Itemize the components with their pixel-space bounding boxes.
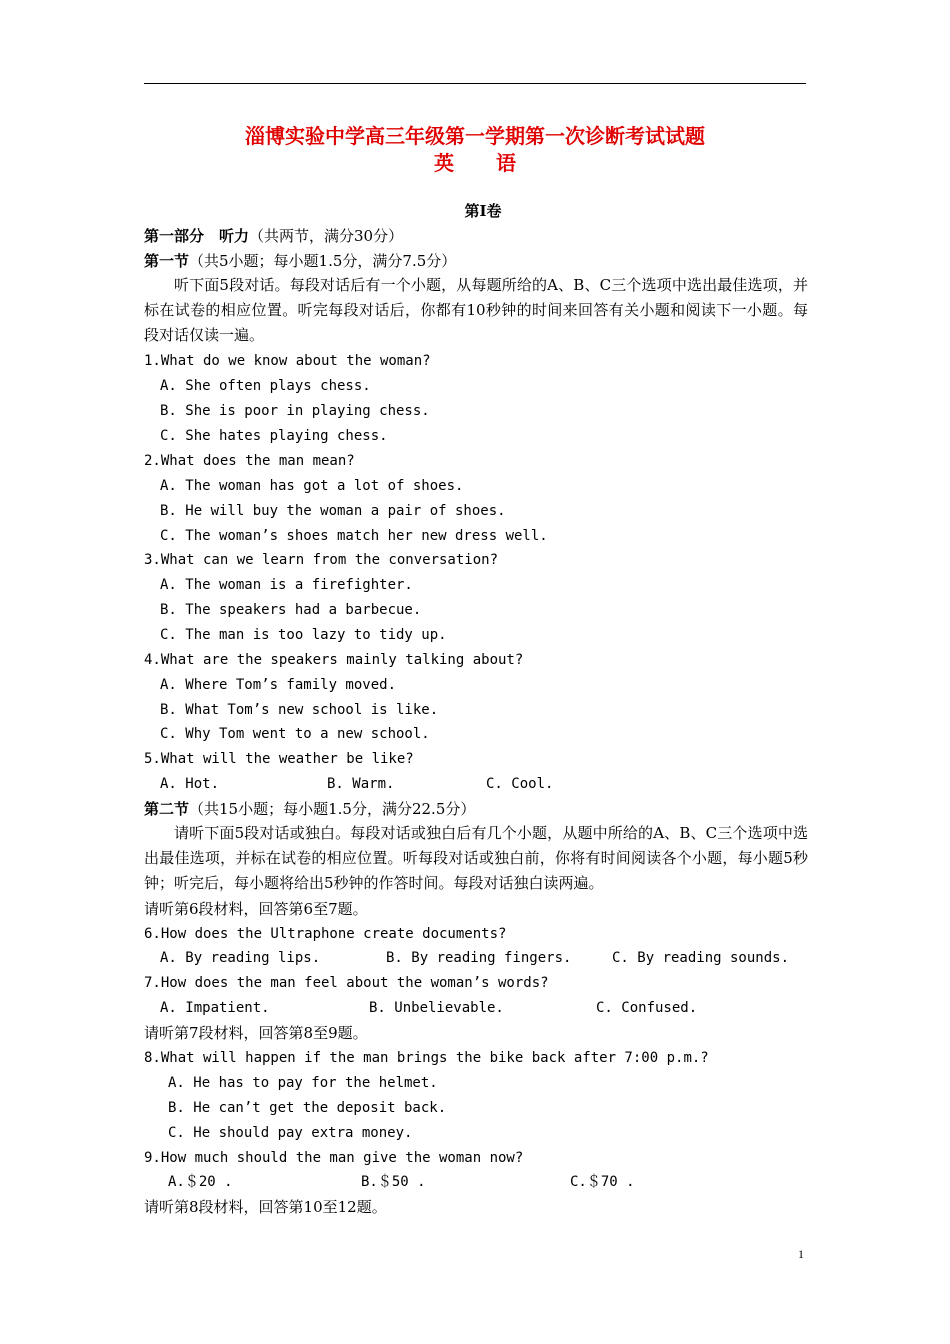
question-1-stem: 1.What do we know about the woman? — [144, 353, 431, 369]
section2-note: （共15小题；每小题1.5分，满分22.5分） — [189, 800, 476, 818]
question-8-option-a: A. He has to pay for the helmet. — [168, 1075, 438, 1091]
material-7-note: 请听第7段材料，回答第8至9题。 — [144, 1024, 368, 1042]
question-9-option-b: B.＄50 . — [361, 1174, 426, 1190]
question-7-option-b: B. Unbelievable. — [369, 1000, 504, 1016]
exam-title: 淄博实验中学高三年级第一学期第一次诊断考试试题 — [245, 124, 705, 148]
question-4-option-c: C. Why Tom went to a new school. — [160, 726, 430, 742]
question-5-option-c: C. Cool. — [486, 776, 554, 792]
question-5-stem: 5.What will the weather be like? — [144, 751, 414, 767]
material-6-note: 请听第6段材料，回答第6至7题。 — [144, 900, 368, 918]
section2-instructions: 请听下面5段对话或独白。每段对话或独白后有几个小题，从题中所给的A、B、C三个选项中选出最佳选项，并标在试卷的相应位置。听每段对话或独白前，你将有时间阅读各个小题，每小题5秒钟；听完后，每小题将给出5秒钟的作答时间。每段对话独白读两遍。 — [144, 824, 808, 892]
question-2-option-b: B. He will buy the woman a pair of shoes. — [160, 503, 506, 519]
question-5-option-b: B. Warm. — [327, 776, 395, 792]
part1-title: 第一部分 听力 — [144, 227, 250, 245]
question-2-option-a: A. The woman has got a lot of shoes. — [160, 478, 464, 494]
header-rule — [144, 83, 806, 84]
question-9-option-c: C.＄70 . — [570, 1174, 635, 1190]
question-6-option-c: C. By reading sounds. — [612, 950, 790, 966]
page-number: 1 — [798, 1247, 804, 1261]
part1-heading — [144, 226, 403, 246]
material-8-note: 请听第8段材料，回答第10至12题。 — [144, 1198, 387, 1216]
section1-heading — [144, 251, 456, 271]
question-2-option-c: C. The woman’s shoes match her new dress well. — [160, 528, 548, 544]
question-3-option-a: A. The woman is a firefighter. — [160, 577, 413, 593]
volume-heading: 第Ⅰ卷 — [464, 202, 502, 220]
question-9-option-a: A.＄20 . — [168, 1174, 233, 1190]
question-1-option-b: B. She is poor in playing chess. — [160, 403, 430, 419]
section1-instructions: 听下面5段对话。每段对话后有一个小题，从每题所给的A、B、C三个选项中选出最佳选项，并标在试卷的相应位置。听完每段对话后，你都有10秒钟的时间来回答有关小题和阅读下一小题。每段对话仅读一遍。 — [144, 276, 808, 344]
question-4-stem: 4.What are the speakers mainly talking about? — [144, 652, 524, 668]
section1-title: 第一节 — [144, 252, 190, 270]
question-3-option-b: B. The speakers had a barbecue. — [160, 602, 422, 618]
question-6-option-a: A. By reading lips. — [160, 950, 321, 966]
question-9-stem: 9.How much should the man give the woman now? — [144, 1150, 524, 1166]
exam-subject — [0, 148, 950, 178]
question-3-stem: 3.What can we learn from the conversation? — [144, 552, 499, 568]
question-4-option-a: A. Where Tom’s family moved. — [160, 677, 397, 693]
part1-note: （共两节，满分30分） — [249, 227, 404, 245]
question-7-stem: 7.How does the man feel about the woman’s words? — [144, 975, 549, 991]
question-8-stem: 8.What will happen if the man brings the bike back after 7:00 p.m.? — [144, 1050, 709, 1066]
subject-char-1: 英 — [434, 151, 454, 175]
question-6-stem: 6.How does the Ultraphone create documents? — [144, 926, 507, 942]
question-3-option-c: C. The man is too lazy to tidy up. — [160, 627, 447, 643]
question-8-option-b: B. He can’t get the deposit back. — [168, 1100, 447, 1116]
question-2-stem: 2.What does the man mean? — [144, 453, 355, 469]
section2-heading — [144, 799, 475, 819]
question-8-option-c: C. He should pay extra money. — [168, 1125, 413, 1141]
question-1-option-a: A. She often plays chess. — [160, 378, 371, 394]
question-5-option-a: A. Hot. — [160, 776, 220, 792]
section1-note: （共5小题；每小题1.5分，满分7.5分） — [189, 252, 457, 270]
question-7-option-a: A. Impatient. — [160, 1000, 270, 1016]
section2-title: 第二节 — [144, 800, 190, 818]
subject-char-2: 语 — [496, 151, 516, 175]
question-6-option-b: B. By reading fingers. — [386, 950, 572, 966]
question-7-option-c: C. Confused. — [596, 1000, 698, 1016]
question-1-option-c: C. She hates playing chess. — [160, 428, 388, 444]
question-4-option-b: B. What Tom’s new school is like. — [160, 702, 439, 718]
